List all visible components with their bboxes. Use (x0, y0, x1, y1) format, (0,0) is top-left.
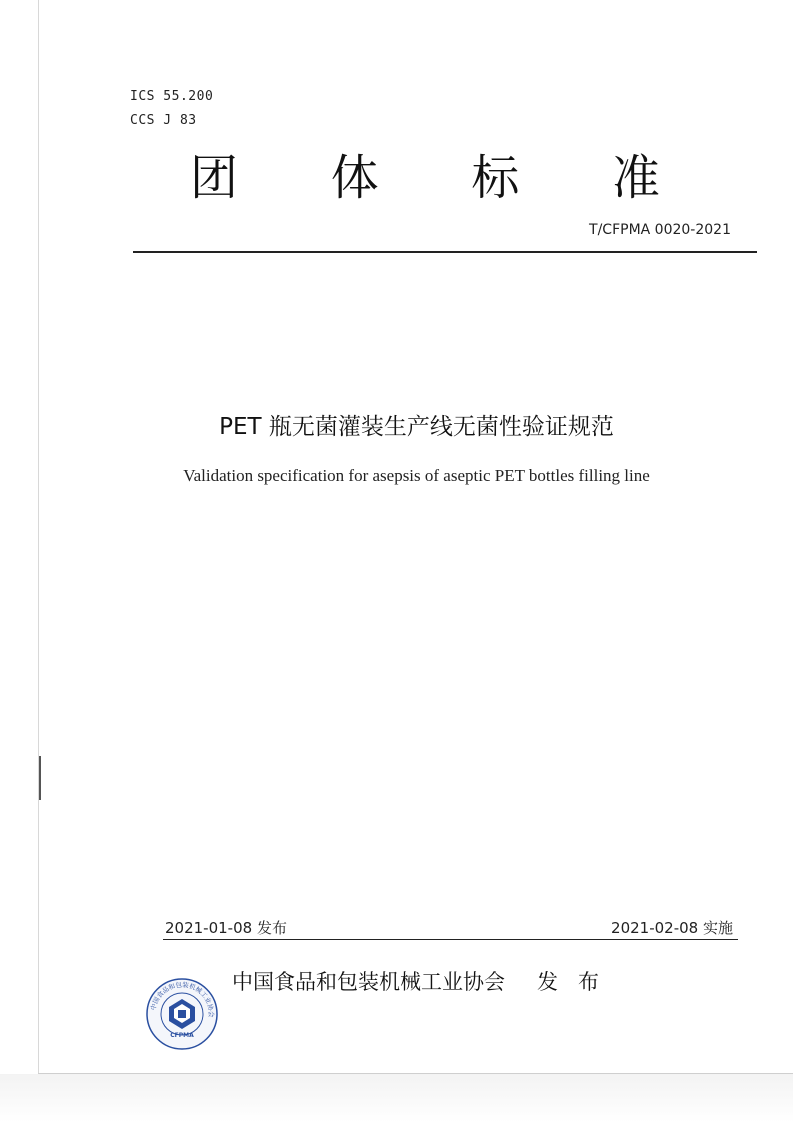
ics-code: ICS 55.200 (130, 89, 214, 104)
publisher-name: 中国食品和包装机械工业协会 (232, 970, 505, 994)
standard-type-heading (190, 150, 660, 206)
standard-number: T/CFPMA 0020-2021 (589, 222, 731, 238)
title-english: Validation specification for asepsis of aseptic PET bottles filling line (183, 466, 650, 485)
issue-date: 2021-01-08 发布 (165, 919, 287, 937)
publisher-action: 发布 (537, 970, 619, 994)
standard-type-char: 体 (330, 150, 379, 206)
header-rule (133, 251, 757, 253)
seal-logo-text: CFPMA (170, 1032, 194, 1039)
page-left-edge (38, 0, 39, 1075)
title-chinese: PET 瓶无菌灌装生产线无菌性验证规范 (219, 414, 614, 440)
standard-type-char: 标 (471, 150, 520, 206)
standard-type-char: 准 (611, 150, 660, 206)
implementation-date: 2021-02-08 实施 (611, 919, 733, 937)
footer-rule (163, 939, 738, 940)
spine-mark (39, 756, 41, 800)
seal-ring-text: 中国食品和包装机械工业协会 (149, 980, 216, 1018)
standard-type-char: 团 (190, 150, 239, 206)
page-shadow (0, 1074, 793, 1122)
association-seal (145, 977, 219, 1051)
publisher-line (232, 966, 619, 996)
ccs-code: CCS J 83 (130, 113, 197, 128)
